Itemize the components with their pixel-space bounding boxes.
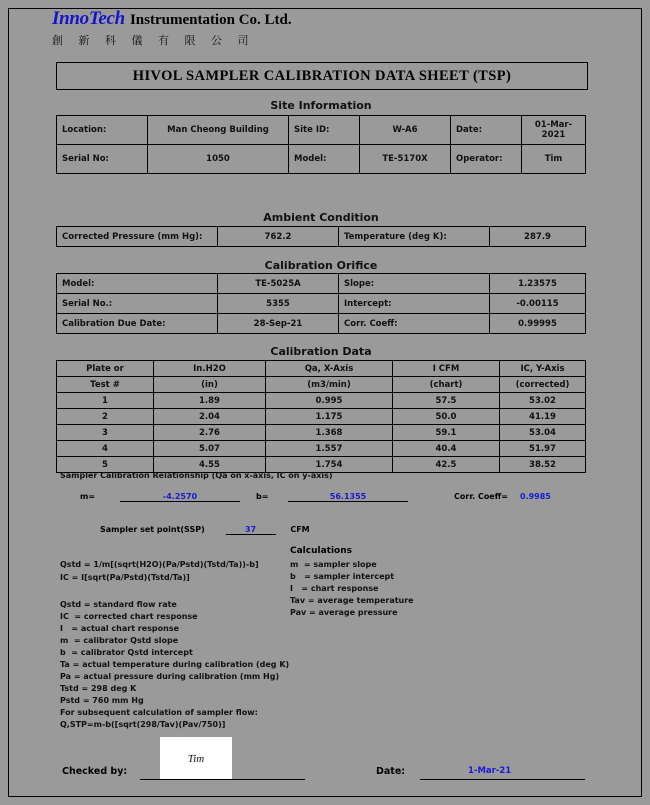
formula-qstd: Qstd = 1/m[(sqrt(H2O)(Pa/Pstd)(Tstd/Ta))-b] (60, 560, 259, 569)
cell-qa: 0.995 (266, 393, 393, 409)
table-row (57, 425, 586, 441)
col-subheader-chart: (chart) (393, 377, 500, 393)
date-label: Date: (451, 116, 522, 145)
serial-label: Serial No: (57, 145, 148, 174)
site-id-value: W-A6 (360, 116, 451, 145)
location-label: Location: (57, 116, 148, 145)
serial-value: 1050 (148, 145, 289, 174)
table-row (57, 409, 586, 425)
orifice-due-value: 28-Sep-21 (218, 314, 339, 334)
legend-pstd: Pstd = 760 mm Hg (60, 696, 144, 705)
cell-test: 2 (57, 409, 154, 425)
setpoint-unit: CFM (290, 525, 310, 534)
relationship-row (60, 492, 586, 506)
legend-i: I = actual chart response (60, 624, 180, 633)
orifice-corr-label: Corr. Coeff: (339, 314, 490, 334)
corrected-pressure-value: 762.2 (218, 227, 339, 247)
footer-date-line (420, 779, 585, 780)
slope-label: m= (80, 492, 96, 501)
table-row (57, 294, 586, 314)
innotech-logo: InnoTech (52, 8, 125, 29)
col-subheader-m3min: (m3/min) (266, 377, 393, 393)
cell-inh2o: 2.76 (154, 425, 266, 441)
orifice-corr-value: 0.99995 (490, 314, 586, 334)
cell-qa: 1.368 (266, 425, 393, 441)
col-header-inh2o: In.H2O (154, 361, 266, 377)
cell-icfm: 42.5 (393, 457, 500, 473)
orifice-serial-label: Serial No.: (57, 294, 218, 314)
orifice-due-label: Calibration Due Date: (57, 314, 218, 334)
cell-qa: 1.557 (266, 441, 393, 457)
cell-ic: 41.19 (500, 409, 586, 425)
section-heading-ambient: Ambient Condition (263, 211, 379, 224)
operator-value: Tim (522, 145, 586, 174)
corrected-pressure-label: Corrected Pressure (mm Hg): (57, 227, 218, 247)
legend-qstd: Qstd = standard flow rate (60, 600, 177, 609)
intercept-value: 56.1355 (288, 492, 408, 502)
cell-icfm: 59.1 (393, 425, 500, 441)
cell-icfm: 57.5 (393, 393, 500, 409)
footer-date-label: Date: (376, 766, 406, 777)
section-heading-site: Site Information (270, 99, 372, 112)
calibration-data-table (56, 360, 586, 473)
cell-test: 4 (57, 441, 154, 457)
signature-text: Tim (187, 753, 205, 765)
table-row (57, 441, 586, 457)
company-header (52, 8, 292, 48)
corr-coeff-value: 0.9985 (520, 492, 551, 501)
orifice-intercept-value: -0.00115 (490, 294, 586, 314)
cell-inh2o: 4.55 (154, 457, 266, 473)
table-header-row (57, 377, 586, 393)
orifice-model-value: TE-5025A (218, 274, 339, 294)
setpoint-label: Sampler set point(SSP) (100, 525, 205, 534)
legend-ta: Ta = actual temperature during calibration (deg K) (60, 660, 290, 669)
legend-tstd: Tstd = 298 deg K (60, 684, 137, 693)
cell-inh2o: 2.04 (154, 409, 266, 425)
corr-coeff-label: Corr. Coeff= (454, 492, 508, 501)
temperature-label: Temperature (deg K): (339, 227, 490, 247)
orifice-serial-value: 5355 (218, 294, 339, 314)
table-row (57, 274, 586, 294)
legend-m: m = calibrator Qstd slope (60, 636, 179, 645)
footer-date-value: 1-Mar-21 (468, 766, 512, 776)
page-title (56, 62, 588, 90)
setpoint-value: 37 (226, 525, 276, 535)
col-header-qa: Qa, X-Axis (266, 361, 393, 377)
section-heading-calib: Calibration Data (270, 345, 372, 358)
calc-legend-i: I = chart response (290, 584, 379, 593)
intercept-label: b= (256, 492, 269, 501)
location-value: Man Cheong Building (148, 116, 289, 145)
legend-b: b = calibrator Qstd intercept (60, 648, 193, 657)
checked-by-line (140, 779, 305, 780)
legend-subsequent: For subsequent calculation of sampler flow: (60, 708, 258, 717)
sampler-setpoint-row (100, 525, 310, 535)
relationship-title: Sampler Calibration Relationship (Qa on x-axis, IC on y-axis) (60, 471, 333, 480)
cell-inh2o: 1.89 (154, 393, 266, 409)
site-information-table (56, 115, 586, 174)
calculations-title: Calculations (290, 546, 352, 556)
slope-value: -4.2570 (120, 492, 240, 502)
table-row (57, 116, 586, 145)
calc-legend-tav: Tav = average temperature (290, 596, 414, 605)
cell-qa: 1.175 (266, 409, 393, 425)
col-subheader-test: Test # (57, 377, 154, 393)
table-row (57, 227, 586, 247)
orifice-intercept-label: Intercept: (339, 294, 490, 314)
cell-test: 1 (57, 393, 154, 409)
operator-label: Operator: (451, 145, 522, 174)
table-row (57, 145, 586, 174)
cell-icfm: 40.4 (393, 441, 500, 457)
table-row (57, 393, 586, 409)
table-header-row (57, 361, 586, 377)
orifice-model-label: Model: (57, 274, 218, 294)
company-name-chinese: 創 新 科 儀 有 限 公 司 (52, 34, 255, 47)
site-id-label: Site ID: (289, 116, 360, 145)
legend-ic: IC = corrected chart response (60, 612, 198, 621)
cell-test: 3 (57, 425, 154, 441)
calc-legend-m: m = sampler slope (290, 560, 377, 569)
orifice-slope-value: 1.23575 (490, 274, 586, 294)
section-heading-orifice: Calibration Orifice (264, 259, 378, 272)
model-label: Model: (289, 145, 360, 174)
calc-legend-b: b = sampler intercept (290, 572, 395, 581)
checked-by-label: Checked by: (62, 766, 128, 777)
legend-qstp: Q,STP=m-b([sqrt(298/Tav)(Pav/750)] (60, 720, 226, 729)
calibration-orifice-table (56, 273, 586, 334)
date-value: 01-Mar-2021 (522, 116, 586, 145)
col-header-icfm: I CFM (393, 361, 500, 377)
signature-box (160, 737, 232, 779)
legend-pa: Pa = actual pressure during calibration (mm Hg) (60, 672, 280, 681)
cell-ic: 51.97 (500, 441, 586, 457)
formula-ic: IC = I[sqrt(Pa/Pstd)(Tstd/Ta)] (60, 573, 190, 582)
cell-icfm: 50.0 (393, 409, 500, 425)
ambient-condition-table (56, 226, 586, 247)
cell-test: 5 (57, 457, 154, 473)
temperature-value: 287.9 (490, 227, 586, 247)
col-subheader-corrected: (corrected) (500, 377, 586, 393)
page-title-text: HIVOL SAMPLER CALIBRATION DATA SHEET (TSP) (132, 67, 512, 84)
col-header-plate: Plate or (57, 361, 154, 377)
model-value: TE-5170X (360, 145, 451, 174)
cell-ic: 53.02 (500, 393, 586, 409)
table-row (57, 314, 586, 334)
col-subheader-in: (in) (154, 377, 266, 393)
cell-inh2o: 5.07 (154, 441, 266, 457)
col-header-ic: IC, Y-Axis (500, 361, 586, 377)
cell-ic: 53.04 (500, 425, 586, 441)
calc-legend-pav: Pav = average pressure (290, 608, 398, 617)
cell-qa: 1.754 (266, 457, 393, 473)
company-name: Instrumentation Co. Ltd. (129, 12, 292, 28)
orifice-slope-label: Slope: (339, 274, 490, 294)
cell-ic: 38.52 (500, 457, 586, 473)
